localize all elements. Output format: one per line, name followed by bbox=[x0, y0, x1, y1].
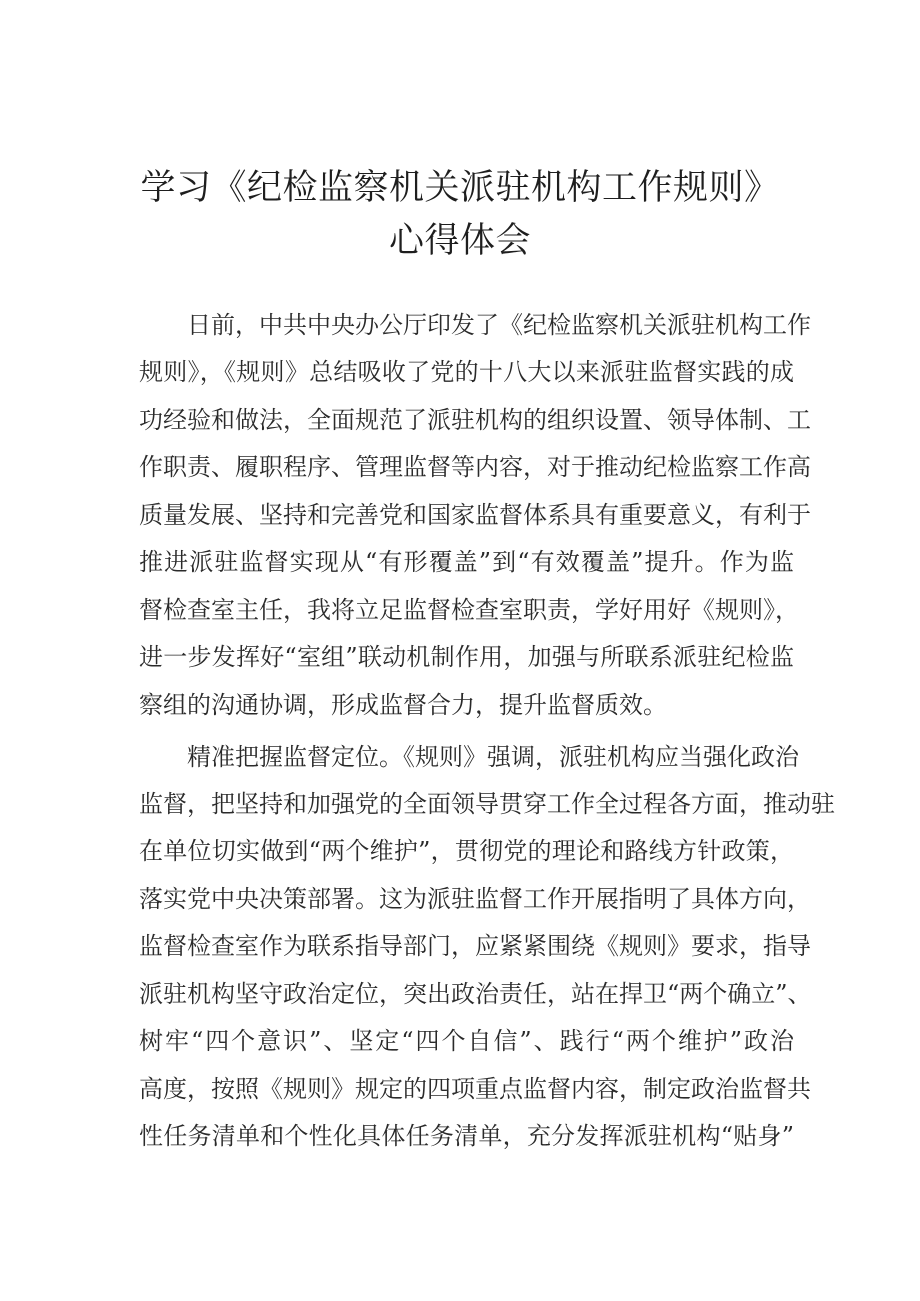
paragraph-line: 进一步发挥好“室组”联动机制作用，加强与所联系派驻纪检监 bbox=[139, 643, 794, 671]
paragraph-line: 监督，把坚持和加强党的全面领导贯穿工作全过程各方面，推动驻 bbox=[139, 790, 835, 818]
paragraph-line: 察组的沟通协调，形成监督合力，提升监督质效。 bbox=[139, 691, 667, 719]
document-title-line-1: 学习《纪检监察机关派驻机构工作规则》 bbox=[140, 168, 780, 208]
paragraph-line: 监督检查室作为联系指导部门，应紧紧围绕《规则》要求，指导 bbox=[139, 932, 811, 960]
paragraph-line: 作职责、履职程序、管理监督等内容，对于推动纪检监察工作高 bbox=[139, 453, 811, 481]
paragraph-line: 日前，中共中央办公厅印发了《纪检监察机关派驻机构工作 bbox=[187, 311, 811, 339]
paragraph-line: 功经验和做法，全面规范了派驻机构的组织设置、领导体制、工 bbox=[139, 406, 811, 434]
paragraph-line: 落实党中央决策部署。这为派驻监督工作开展指明了具体方向， bbox=[139, 885, 811, 913]
paragraph-line: 派驻机构坚守政治定位，突出政治责任，站在捍卫“两个确立”、 bbox=[139, 980, 812, 1008]
paragraph-line: 质量发展、坚持和完善党和国家监督体系具有重要意义，有利于 bbox=[139, 501, 811, 529]
document-title-line-2: 心得体会 bbox=[388, 221, 531, 261]
paragraph-line: 精准把握监督定位。《规则》强调，派驻机构应当强化政治 bbox=[187, 743, 799, 771]
paragraph-line: 规则》，《规则》总结吸收了党的十八大以来派驻监督实践的成 bbox=[139, 358, 794, 386]
paragraph-line: 高度，按照《规则》规定的四项重点监督内容，制定政治监督共 bbox=[139, 1075, 811, 1103]
paragraph-line: 在单位切实做到“两个维护”，贯彻党的理论和路线方针政策， bbox=[139, 837, 794, 865]
paragraph-line: 性任务清单和个性化具体任务清单，充分发挥派驻机构“贴身” bbox=[139, 1122, 794, 1150]
paragraph-line: 树牢“四个意识”、坚定“四个自信”、践行“两个维护”政治 bbox=[139, 1027, 794, 1055]
paragraph-line: 督检查室主任，我将立足监督检查室职责，学好用好《规则》， bbox=[139, 596, 799, 624]
paragraph-line: 推进派驻监督实现从“有形覆盖”到“有效覆盖”提升。作为监 bbox=[139, 548, 794, 576]
